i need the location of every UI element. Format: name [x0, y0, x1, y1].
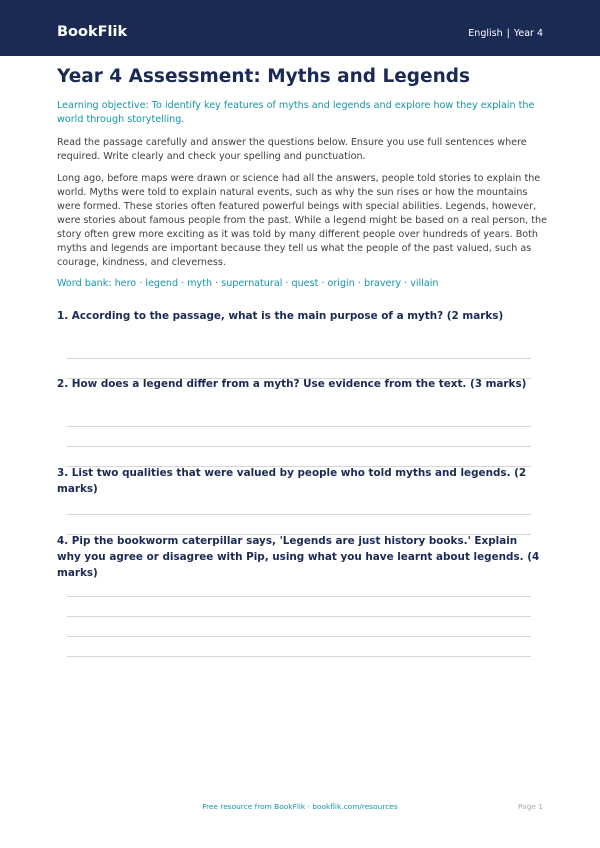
subject-label: English — [468, 28, 503, 39]
header-meta — [468, 27, 543, 41]
footer-credit[interactable]: Free resource from BookFlik · bookflik.com/resources — [202, 802, 398, 811]
page-header — [0, 0, 600, 56]
instructions: Read the passage carefully and answer the questions below. Ensure you use full sentences where required. Write clearly and check your spelling and punctuation. — [57, 137, 527, 162]
page-title: Year 4 Assessment: Myths and Legends — [57, 66, 471, 87]
answer-line[interactable] — [67, 514, 531, 515]
question-3: 3. List two qualities that were valued by people who told myths and legends. (2 marks) — [57, 467, 527, 495]
answer-line[interactable] — [67, 426, 531, 427]
learning-objective: Learning objective: To identify key features of myths and legends and explore how they explain the world through storytelling. — [57, 100, 535, 125]
reading-passage: Long ago, before maps were drawn or science had all the answers, people told stories to explain the world. Myths were told to explain natural events, such as why the sun rises or how the mountains were formed. These stories often featured powerful beings with special abilities. Legends, however, were stories about famous people from the past. While a legend might be based on a real person, the story often grew more exciting as it was told by many different people over hundreds of years. Both myths and legends are important because they tell us what the people of the past valued, such as courage, kindness, and cleverness. — [57, 173, 548, 268]
header-separator: | — [506, 28, 510, 39]
answer-line[interactable] — [67, 596, 531, 597]
page-number: Page 1 — [518, 802, 543, 811]
year-label: Year 4 — [513, 28, 543, 39]
answer-line[interactable] — [67, 616, 531, 617]
question-4: 4. Pip the bookworm caterpillar says, 'Legends are just history books.' Explain why you agree or disagree with Pip, using what you have learnt about legends. (4 marks) — [57, 535, 540, 579]
brand-logo[interactable]: BookFlik — [57, 24, 128, 40]
answer-line[interactable] — [67, 656, 531, 657]
question-2: 2. How does a legend differ from a myth? Use evidence from the text. (3 marks) — [57, 378, 527, 390]
answer-line[interactable] — [67, 358, 531, 359]
answer-line[interactable] — [67, 636, 531, 637]
answer-line[interactable] — [67, 446, 531, 447]
word-bank: Word bank: hero · legend · myth · supernatural · quest · origin · bravery · villain — [57, 278, 439, 289]
question-1: 1. According to the passage, what is the main purpose of a myth? (2 marks) — [57, 310, 504, 322]
